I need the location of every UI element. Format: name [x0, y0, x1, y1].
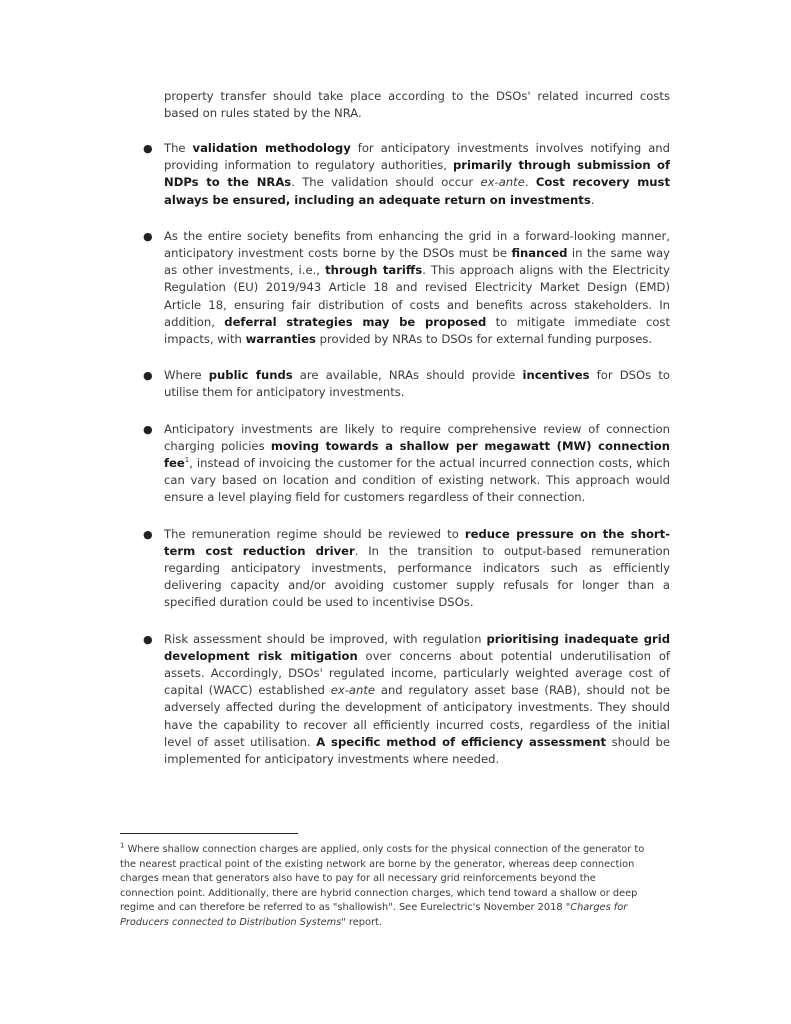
bullet-icon: ● — [143, 632, 153, 646]
recommendations-list — [141, 140, 670, 787]
list-item — [141, 228, 670, 348]
body-text: The — [164, 141, 193, 155]
bullet-icon: ● — [143, 229, 153, 243]
body-text: to mitigate immediate cost impacts, with — [164, 314, 671, 347]
body-text: and regulatory asset base (RAB), should not be adversely affected during the development of anticipatory investments. They should have the capability to recover all efficiently incurred costs, regardless of the initial level of asset utilisation. — [164, 683, 670, 749]
body-text: The remuneration regime should be reviewed to — [164, 526, 465, 541]
emphasis-text: prioritising inadequate grid development risk mitigation — [164, 631, 670, 663]
body-text: , instead of invoicing the customer for the actual incurred connection costs, which can vary based on location and condition of existing network. This approach would ensure a level playing field for customers regardless of their connection. — [164, 456, 670, 505]
emphasis-text: through tariffs — [325, 263, 423, 278]
list-item — [141, 631, 670, 769]
emphasis-text: reduce pressure on the short-term cost reduction driver — [164, 526, 671, 558]
body-text: . In the transition to output-based remuneration regarding anticipatory investments, performance indicators such as efficiently delivering capacity and/or avoiding customer supply refusals for longer than a specified duration could be used to incentivise DSOs. — [164, 543, 670, 610]
emphasis-text: deferral strategies may be proposed — [224, 314, 487, 329]
bullet-icon: ● — [143, 142, 153, 155]
italic-text: ex-ante — [480, 175, 525, 190]
emphasis-text: financed — [511, 246, 568, 261]
emphasis-text: primarily through submission of NDPs to the NRAs — [164, 158, 671, 190]
footnote-text: Where shallow connection charges are applied, only costs for the physical connection of the generator to the nearest practical point of the existing network are borne by the generator, whereas deep connection charges mean that generators also have to pay for all necessary grid reinforcements beyond the connection point. Additionally, there are hybrid connection charges, which tend toward a shallow or deep regime and can therefore be referred to as "shallowish". See Eurelectric's November 2018 " — [120, 844, 645, 914]
body-text: are available, NRAs should provide — [292, 368, 523, 383]
list-item — [141, 421, 670, 507]
emphasis-text: warranties — [245, 332, 316, 347]
footnote — [120, 843, 652, 931]
bullet-text — [164, 141, 670, 207]
list-item — [141, 140, 670, 209]
body-text: . — [524, 175, 536, 190]
body-text: should be implemented for anticipatory investments where needed. — [164, 734, 670, 767]
bullet-text — [164, 368, 670, 399]
intro-paragraph: property transfer should take place according to the DSOs' related incurred costs based on rules stated by the NRA. — [164, 89, 670, 121]
body-text: Anticipatory investments are likely to require comprehensive review of connection charging policies — [164, 421, 670, 453]
body-text: . This approach aligns with the Electricity Regulation (EU) 2019/943 Article 18 and revised Electricity Market Design (EMD) Article 18, ensuring fair distribution of costs and benefits across stakeholders. In addition, — [164, 263, 670, 329]
bullet-text — [164, 527, 670, 610]
footnote-report-title: Charges for Producers connected to Distribution Systems — [120, 902, 628, 928]
footnote-divider — [120, 833, 298, 834]
emphasis-text: moving towards a shallow per megawatt (MW) connection fee — [164, 438, 670, 471]
emphasis-text: A specific method of efficiency assessment — [316, 734, 607, 749]
bullet-text — [164, 422, 670, 505]
list-item — [141, 367, 670, 401]
body-text: . The validation should occur — [291, 175, 481, 190]
body-text: for anticipatory investments involves notifying and providing information to regulatory authorities, — [164, 141, 671, 173]
body-text: provided by NRAs to DSOs for external funding purposes. — [315, 332, 653, 347]
list-item — [141, 526, 670, 612]
body-text: for DSOs to utilise them for anticipatory investments. — [164, 368, 670, 400]
bullet-icon: ● — [143, 369, 153, 383]
bullet-text — [164, 229, 670, 346]
footnote-marker: 1 — [120, 841, 125, 850]
footnote-text-end: " report. — [341, 916, 382, 928]
body-text: . — [590, 192, 595, 207]
emphasis-text: incentives — [522, 368, 590, 383]
body-text: Risk assessment should be improved, with regulation — [164, 631, 487, 646]
bullet-icon: ● — [143, 527, 153, 541]
emphasis-text: validation methodology — [192, 141, 351, 155]
italic-text: ex-ante — [330, 683, 376, 698]
body-text: Where — [164, 368, 209, 383]
bullet-text — [164, 632, 670, 766]
body-text: over concerns about potential underutilisation of assets. Accordingly, DSOs' regulated income, particularly weighted average cost of capital (WACC) established — [164, 648, 670, 698]
bullet-icon: ● — [143, 422, 153, 436]
footnote-ref: 1 — [184, 456, 190, 465]
body-text: As the entire society benefits from enhancing the grid in a forward-looking manner, anticipatory investment costs borne by the DSOs must be — [164, 228, 670, 261]
body-text: in the same way as other investments, i.e., — [164, 246, 670, 278]
emphasis-text: public funds — [208, 368, 293, 383]
emphasis-text: Cost recovery must always be ensured, including an adequate return on investments — [164, 175, 670, 207]
